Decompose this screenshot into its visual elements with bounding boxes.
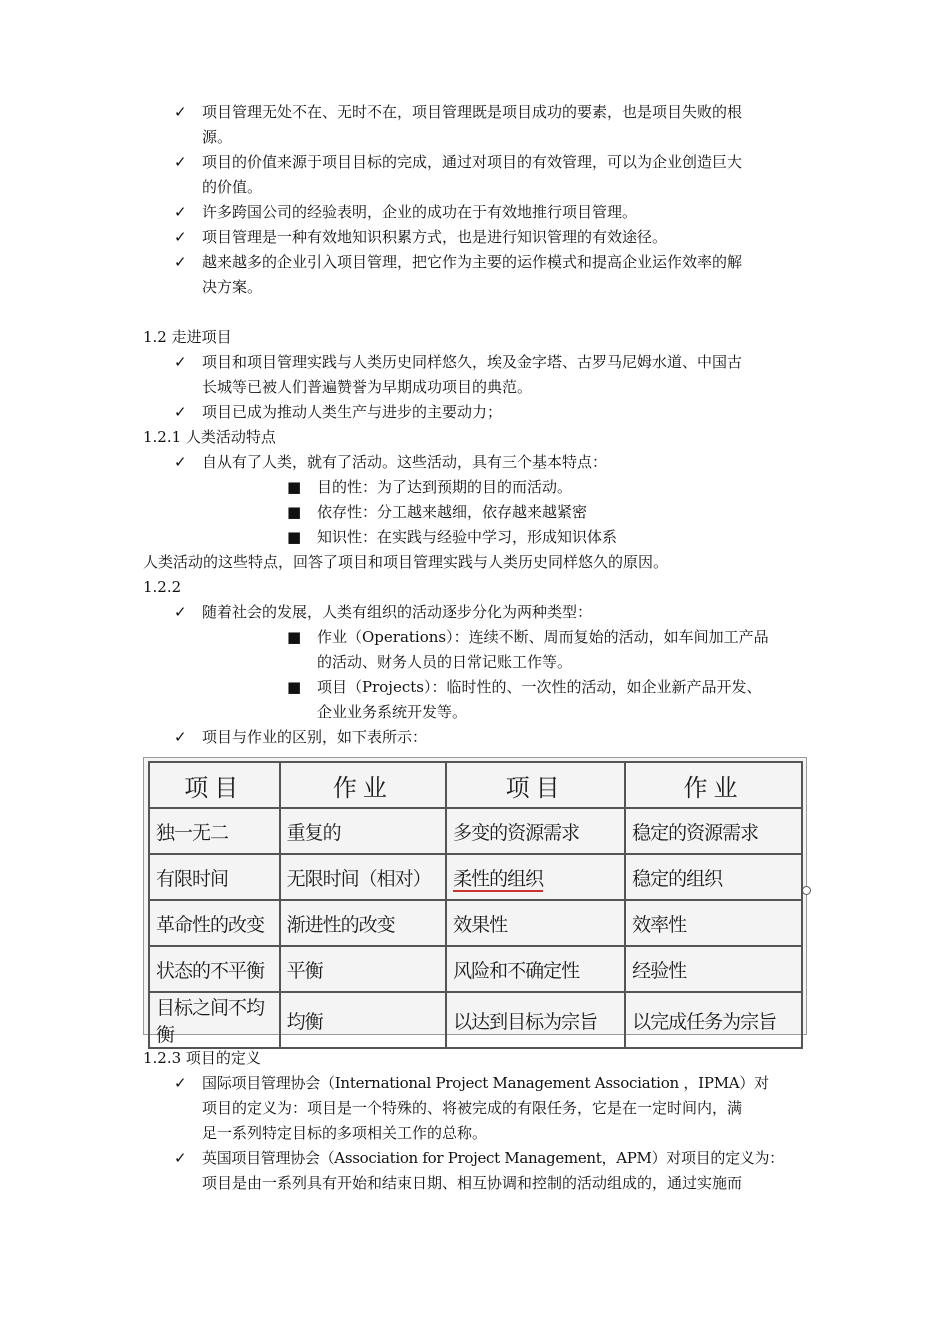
- section-1-2-1-conclusion: 人类活动的这些特点，回答了项目和项目管理实践与人类历史同样悠久的原因。: [143, 553, 669, 571]
- intro-bullet-2-line-1: 项目的价值来源于项目目标的完成，通过对项目的有效管理，可以为企业创造巨大: [202, 153, 743, 171]
- table-cell: 革命性的改变: [149, 900, 280, 946]
- table-row: [149, 808, 802, 854]
- table-cell: 稳定的组织: [625, 854, 802, 900]
- header-project: 项目: [446, 762, 625, 808]
- activity-trait-2: 依存性：分工越来越细，依存越来越紧密: [317, 503, 588, 521]
- projects-line-2: 企业业务系统开发等。: [317, 703, 468, 721]
- table-cell: 状态的不平衡: [149, 946, 280, 992]
- intro-bullet-2-line-2: 的价值。: [202, 178, 263, 196]
- activity-trait-1: 目的性：为了达到预期的目的而活动。: [317, 478, 573, 496]
- spellcheck-underlined-text: 柔性的组织: [453, 867, 544, 890]
- intro-bullet-5-line-1: 越来越多的企业引入项目管理，把它作为主要的运作模式和提高企业运作效率的解: [202, 253, 743, 271]
- intro-bullet-1-line-1: 项目管理无处不在、无时不在，项目管理既是项目成功的要素，也是项目失败的根: [202, 103, 743, 121]
- check-icon: ✓: [174, 253, 187, 271]
- table-cell: 稳定的资源需求: [625, 808, 802, 854]
- check-icon: ✓: [174, 353, 187, 371]
- section-heading-1-2-1: 1.2.1 人类活动特点: [143, 428, 276, 446]
- operations-line-1: 作业（Operations）：连续不断、周而复始的活动，如车间加工产品: [317, 628, 769, 646]
- comparison-table: [148, 761, 803, 1049]
- table-cell: 风险和不确定性: [446, 946, 625, 992]
- table-row: [149, 946, 802, 992]
- table-cell: 经验性: [625, 946, 802, 992]
- table-cell: 有限时间: [149, 854, 280, 900]
- section-heading-1-2-2: 1.2.2: [143, 578, 182, 596]
- square-bullet-icon: ■: [287, 503, 302, 521]
- activity-trait-3: 知识性：在实践与经验中学习，形成知识体系: [317, 528, 618, 546]
- section-1-2-bullet-1-line-1: 项目和项目管理实践与人类历史同样悠久，埃及金字塔、古罗马尼姆水道、中国古: [202, 353, 743, 371]
- table-row: [149, 900, 802, 946]
- table-cell: 效果性: [446, 900, 625, 946]
- table-cell: 重复的: [280, 808, 447, 854]
- table-cell: 均衡: [280, 992, 447, 1048]
- square-bullet-icon: ■: [287, 528, 302, 546]
- section-1-2-1-bullet: 自从有了人类，就有了活动。这些活动，具有三个基本特点：: [202, 453, 608, 471]
- check-icon: ✓: [174, 453, 187, 471]
- table-intro: 项目与作业的区别，如下表所示：: [202, 728, 428, 746]
- section-heading-1-2: 1.2 走进项目: [143, 328, 232, 346]
- check-icon: ✓: [174, 228, 187, 246]
- intro-bullet-1-line-2: 源。: [202, 128, 233, 146]
- check-icon: ✓: [174, 1149, 187, 1167]
- projects-line-1: 项目（Projects）：临时性的、一次性的活动，如企业新产品开发、: [317, 678, 762, 696]
- section-heading-1-2-3: 1.2.3 项目的定义: [143, 1049, 261, 1067]
- check-icon: ✓: [174, 403, 187, 421]
- header-operation: 作业: [625, 762, 802, 808]
- square-bullet-icon: ■: [287, 628, 302, 646]
- table-cell: [446, 854, 625, 900]
- check-icon: ✓: [174, 203, 187, 221]
- ipma-definition-line-1: 国际项目管理协会（International Project Management Association ，IPMA）对: [202, 1074, 769, 1092]
- square-bullet-icon: ■: [287, 678, 302, 696]
- intro-bullet-5-line-2: 决方案。: [202, 278, 263, 296]
- intro-bullet-4: 项目管理是一种有效地知识积累方式，也是进行知识管理的有效途径。: [202, 228, 668, 246]
- square-bullet-icon: ■: [287, 478, 302, 496]
- check-icon: ✓: [174, 728, 187, 746]
- table-cell: 渐进性的改变: [280, 900, 447, 946]
- table-row: [149, 854, 802, 900]
- table-cell: 效率性: [625, 900, 802, 946]
- header-project: 项目: [149, 762, 280, 808]
- check-icon: ✓: [174, 103, 187, 121]
- ipma-definition-line-2: 项目的定义为：项目是一个特殊的、将被完成的有限任务，它是在一定时间内，满: [202, 1099, 743, 1117]
- table-cell: 多变的资源需求: [446, 808, 625, 854]
- section-1-2-bullet-1-line-2: 长城等已被人们普遍赞誉为早期成功项目的典范。: [202, 378, 533, 396]
- table-header-row: [149, 762, 802, 808]
- section-1-2-bullet-2: 项目已成为推动人类生产与进步的主要动力；: [202, 403, 503, 421]
- ipma-definition-line-3: 足一系列特定目标的多项相关工作的总称。: [202, 1124, 488, 1142]
- check-icon: ✓: [174, 153, 187, 171]
- check-icon: ✓: [174, 1074, 187, 1092]
- apm-definition-line-1: 英国项目管理协会（Association for Project Management，APM）对项目的定义为：: [202, 1149, 784, 1167]
- table-cell: 独一无二: [149, 808, 280, 854]
- header-operation: 作业: [280, 762, 447, 808]
- table-row: [149, 992, 802, 1048]
- table-cell: 以完成任务为宗旨: [625, 992, 802, 1048]
- apm-definition-line-2: 项目是由一系列具有开始和结束日期、相互协调和控制的活动组成的，通过实施而: [202, 1174, 743, 1192]
- comparison-table-image: [143, 757, 807, 1046]
- table-cell: 平衡: [280, 946, 447, 992]
- image-resize-handle[interactable]: [802, 886, 811, 895]
- section-1-2-2-bullet: 随着社会的发展，人类有组织的活动逐步分化为两种类型：: [202, 603, 593, 621]
- operations-line-2: 的活动、财务人员的日常记账工作等。: [317, 653, 573, 671]
- table-cell: 无限时间（相对）: [280, 854, 447, 900]
- table-cell: 目标之间不均衡: [149, 992, 280, 1048]
- table-cell: 以达到目标为宗旨: [446, 992, 625, 1048]
- intro-bullet-3: 许多跨国公司的经验表明，企业的成功在于有效地推行项目管理。: [202, 203, 638, 221]
- check-icon: ✓: [174, 603, 187, 621]
